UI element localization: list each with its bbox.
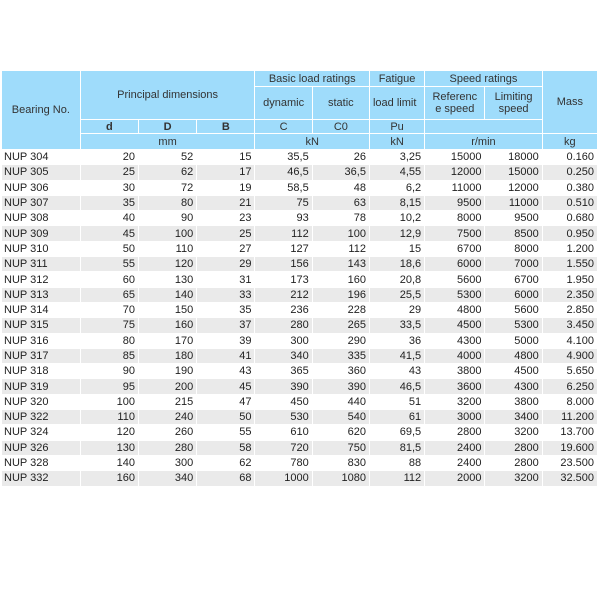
- cell-d: 40: [81, 211, 138, 225]
- cell-Pu: 81,5: [370, 441, 424, 455]
- cell-limiting-speed: 9500: [485, 211, 541, 225]
- cell-d: 35: [81, 196, 138, 210]
- cell-C: 93: [255, 211, 311, 225]
- cell-mass: 0.510: [543, 196, 597, 210]
- cell-bearing-no: NUP 324: [2, 425, 80, 439]
- bearing-spec-table: [1, 70, 598, 487]
- cell-bearing-no: NUP 315: [2, 318, 80, 332]
- cell-B: 19: [197, 181, 254, 195]
- cell-D: 150: [139, 303, 196, 317]
- cell-D: 340: [139, 471, 196, 485]
- cell-d: 70: [81, 303, 138, 317]
- cell-bearing-no: NUP 307: [2, 196, 80, 210]
- cell-d: 80: [81, 334, 138, 348]
- table-row: [2, 165, 597, 179]
- table-row: [2, 242, 597, 256]
- cell-Pu: 15: [370, 242, 424, 256]
- cell-limiting-speed: 4300: [485, 379, 541, 393]
- cell-B: 17: [197, 165, 254, 179]
- cell-D: 52: [139, 150, 196, 164]
- cell-C0: 360: [313, 364, 369, 378]
- cell-mass: 19.600: [543, 441, 597, 455]
- table-row: [2, 211, 597, 225]
- cell-d: 65: [81, 288, 138, 302]
- cell-B: 68: [197, 471, 254, 485]
- cell-d: 140: [81, 456, 138, 470]
- table-row: [2, 318, 597, 332]
- cell-C: 46,5: [255, 165, 311, 179]
- cell-d: 45: [81, 226, 138, 240]
- cell-Pu: 12,9: [370, 226, 424, 240]
- cell-C: 236: [255, 303, 311, 317]
- cell-mass: 23.500: [543, 456, 597, 470]
- cell-C: 365: [255, 364, 311, 378]
- cell-limiting-speed: 2800: [485, 441, 541, 455]
- cell-mass: 1.200: [543, 242, 597, 256]
- cell-C: 780: [255, 456, 311, 470]
- cell-Pu: 43: [370, 364, 424, 378]
- cell-C0: 335: [313, 349, 369, 363]
- cell-reference-speed: 3200: [425, 395, 484, 409]
- cell-Pu: 41,5: [370, 349, 424, 363]
- cell-limiting-speed: 6700: [485, 272, 541, 286]
- col-header-mass: Mass: [543, 71, 597, 133]
- cell-D: 240: [139, 410, 196, 424]
- cell-mass: 0.680: [543, 211, 597, 225]
- cell-d: 25: [81, 165, 138, 179]
- cell-limiting-speed: 3400: [485, 410, 541, 424]
- cell-D: 160: [139, 318, 196, 332]
- cell-limiting-speed: 4500: [485, 364, 541, 378]
- cell-Pu: 29: [370, 303, 424, 317]
- col-header-bearing-no: Bearing No.: [2, 71, 80, 149]
- cell-limiting-speed: 5600: [485, 303, 541, 317]
- cell-reference-speed: 4000: [425, 349, 484, 363]
- table-row: [2, 303, 597, 317]
- col-header-B: B: [197, 120, 254, 133]
- table-row: [2, 150, 597, 164]
- cell-mass: 32.500: [543, 471, 597, 485]
- cell-B: 15: [197, 150, 254, 164]
- cell-bearing-no: NUP 316: [2, 334, 80, 348]
- cell-limiting-speed: 3200: [485, 471, 541, 485]
- cell-C: 280: [255, 318, 311, 332]
- cell-limiting-speed: 4800: [485, 349, 541, 363]
- col-header-basic-load-ratings: Basic load ratings: [255, 71, 368, 86]
- unit-kn-load: kN: [255, 134, 368, 149]
- cell-B: 58: [197, 441, 254, 455]
- cell-C: 112: [255, 226, 311, 240]
- cell-D: 180: [139, 349, 196, 363]
- cell-bearing-no: NUP 304: [2, 150, 80, 164]
- cell-D: 140: [139, 288, 196, 302]
- cell-reference-speed: 5600: [425, 272, 484, 286]
- cell-reference-speed: 7500: [425, 226, 484, 240]
- cell-C: 390: [255, 379, 311, 393]
- cell-d: 75: [81, 318, 138, 332]
- table-row: [2, 181, 597, 195]
- cell-B: 62: [197, 456, 254, 470]
- table-row: [2, 349, 597, 363]
- cell-d: 90: [81, 364, 138, 378]
- cell-B: 27: [197, 242, 254, 256]
- cell-mass: 2.850: [543, 303, 597, 317]
- cell-D: 110: [139, 242, 196, 256]
- cell-B: 39: [197, 334, 254, 348]
- cell-bearing-no: NUP 319: [2, 379, 80, 393]
- cell-C0: 36,5: [313, 165, 369, 179]
- cell-C0: 160: [313, 272, 369, 286]
- cell-C: 35,5: [255, 150, 311, 164]
- cell-reference-speed: 2000: [425, 471, 484, 485]
- table-row: [2, 410, 597, 424]
- cell-mass: 1.550: [543, 257, 597, 271]
- cell-D: 300: [139, 456, 196, 470]
- cell-Pu: 4,55: [370, 165, 424, 179]
- cell-bearing-no: NUP 320: [2, 395, 80, 409]
- cell-B: 41: [197, 349, 254, 363]
- table-row: [2, 379, 597, 393]
- cell-d: 160: [81, 471, 138, 485]
- cell-d: 95: [81, 379, 138, 393]
- cell-limiting-speed: 15000: [485, 165, 541, 179]
- col-header-D: D: [139, 120, 196, 133]
- cell-C0: 63: [313, 196, 369, 210]
- cell-limiting-speed: 6000: [485, 288, 541, 302]
- cell-reference-speed: 4300: [425, 334, 484, 348]
- cell-Pu: 33,5: [370, 318, 424, 332]
- cell-mass: 5.650: [543, 364, 597, 378]
- cell-reference-speed: 3800: [425, 364, 484, 378]
- cell-C0: 100: [313, 226, 369, 240]
- cell-C0: 540: [313, 410, 369, 424]
- cell-D: 120: [139, 257, 196, 271]
- cell-d: 130: [81, 441, 138, 455]
- table-row: [2, 272, 597, 286]
- cell-C0: 1080: [313, 471, 369, 485]
- cell-reference-speed: 6000: [425, 257, 484, 271]
- unit-kg: kg: [543, 134, 597, 149]
- cell-D: 100: [139, 226, 196, 240]
- cell-bearing-no: NUP 322: [2, 410, 80, 424]
- cell-C0: 78: [313, 211, 369, 225]
- cell-D: 200: [139, 379, 196, 393]
- cell-bearing-no: NUP 309: [2, 226, 80, 240]
- cell-D: 190: [139, 364, 196, 378]
- cell-Pu: 46,5: [370, 379, 424, 393]
- cell-reference-speed: 5300: [425, 288, 484, 302]
- cell-bearing-no: NUP 305: [2, 165, 80, 179]
- table-row: [2, 441, 597, 455]
- col-header-speed-symbol: [425, 120, 542, 133]
- cell-C: 75: [255, 196, 311, 210]
- cell-reference-speed: 8000: [425, 211, 484, 225]
- cell-bearing-no: NUP 318: [2, 364, 80, 378]
- cell-Pu: 36: [370, 334, 424, 348]
- cell-B: 55: [197, 425, 254, 439]
- cell-C: 156: [255, 257, 311, 271]
- cell-C0: 48: [313, 181, 369, 195]
- cell-B: 21: [197, 196, 254, 210]
- cell-bearing-no: NUP 311: [2, 257, 80, 271]
- cell-d: 85: [81, 349, 138, 363]
- cell-bearing-no: NUP 313: [2, 288, 80, 302]
- cell-D: 260: [139, 425, 196, 439]
- table-row: [2, 288, 597, 302]
- cell-reference-speed: 3000: [425, 410, 484, 424]
- cell-mass: 11.200: [543, 410, 597, 424]
- table-row: [2, 257, 597, 271]
- cell-C: 58,5: [255, 181, 311, 195]
- table-row: [2, 395, 597, 409]
- cell-Pu: 6,2: [370, 181, 424, 195]
- cell-limiting-speed: 11000: [485, 196, 541, 210]
- cell-reference-speed: 2800: [425, 425, 484, 439]
- cell-B: 29: [197, 257, 254, 271]
- cell-limiting-speed: 8000: [485, 242, 541, 256]
- cell-C0: 26: [313, 150, 369, 164]
- unit-mm: mm: [81, 134, 255, 149]
- cell-C0: 228: [313, 303, 369, 317]
- col-header-principal-dimensions: Principal dimensions: [81, 71, 255, 119]
- cell-B: 43: [197, 364, 254, 378]
- cell-mass: 6.250: [543, 379, 597, 393]
- cell-C0: 390: [313, 379, 369, 393]
- cell-d: 30: [81, 181, 138, 195]
- table-row: [2, 196, 597, 210]
- cell-limiting-speed: 5000: [485, 334, 541, 348]
- cell-C: 1000: [255, 471, 311, 485]
- cell-mass: 13.700: [543, 425, 597, 439]
- cell-Pu: 18,6: [370, 257, 424, 271]
- col-header-limiting-speed: Limiting speed: [485, 87, 541, 119]
- col-header-C: C: [255, 120, 311, 133]
- cell-d: 100: [81, 395, 138, 409]
- cell-C0: 196: [313, 288, 369, 302]
- cell-mass: 0.380: [543, 181, 597, 195]
- cell-reference-speed: 2400: [425, 441, 484, 455]
- cell-C: 530: [255, 410, 311, 424]
- cell-B: 45: [197, 379, 254, 393]
- cell-reference-speed: 9500: [425, 196, 484, 210]
- table-body: [2, 150, 597, 486]
- cell-reference-speed: 4500: [425, 318, 484, 332]
- cell-d: 110: [81, 410, 138, 424]
- table-row: [2, 334, 597, 348]
- cell-mass: 4.900: [543, 349, 597, 363]
- cell-d: 50: [81, 242, 138, 256]
- cell-d: 120: [81, 425, 138, 439]
- cell-C: 300: [255, 334, 311, 348]
- col-header-static: static: [313, 87, 369, 119]
- cell-mass: 0.160: [543, 150, 597, 164]
- table-header: [2, 71, 597, 149]
- cell-B: 50: [197, 410, 254, 424]
- cell-Pu: 8,15: [370, 196, 424, 210]
- cell-C: 450: [255, 395, 311, 409]
- cell-bearing-no: NUP 332: [2, 471, 80, 485]
- cell-D: 130: [139, 272, 196, 286]
- table-row: [2, 471, 597, 485]
- cell-bearing-no: NUP 326: [2, 441, 80, 455]
- cell-limiting-speed: 12000: [485, 181, 541, 195]
- cell-C0: 290: [313, 334, 369, 348]
- col-header-speed-ratings: Speed ratings: [425, 71, 542, 86]
- cell-limiting-speed: 3200: [485, 425, 541, 439]
- col-header-d: d: [81, 120, 138, 133]
- cell-D: 90: [139, 211, 196, 225]
- cell-Pu: 25,5: [370, 288, 424, 302]
- cell-Pu: 20,8: [370, 272, 424, 286]
- cell-bearing-no: NUP 328: [2, 456, 80, 470]
- cell-limiting-speed: 18000: [485, 150, 541, 164]
- cell-Pu: 10,2: [370, 211, 424, 225]
- cell-C0: 440: [313, 395, 369, 409]
- cell-D: 280: [139, 441, 196, 455]
- cell-mass: 4.100: [543, 334, 597, 348]
- table-row: [2, 226, 597, 240]
- cell-mass: 2.350: [543, 288, 597, 302]
- col-header-load-limit: load limit: [370, 87, 424, 119]
- cell-Pu: 112: [370, 471, 424, 485]
- cell-Pu: 88: [370, 456, 424, 470]
- col-header-fatigue: Fatigue: [370, 71, 424, 86]
- cell-C0: 265: [313, 318, 369, 332]
- cell-B: 25: [197, 226, 254, 240]
- cell-C0: 112: [313, 242, 369, 256]
- cell-d: 55: [81, 257, 138, 271]
- cell-limiting-speed: 2800: [485, 456, 541, 470]
- cell-C: 610: [255, 425, 311, 439]
- table-row: [2, 456, 597, 470]
- cell-Pu: 61: [370, 410, 424, 424]
- table-row: [2, 364, 597, 378]
- cell-C0: 750: [313, 441, 369, 455]
- col-header-dynamic: dynamic: [255, 87, 311, 119]
- cell-mass: 8.000: [543, 395, 597, 409]
- unit-rmin: r/min: [425, 134, 542, 149]
- unit-kn-fatigue: kN: [370, 134, 424, 149]
- cell-mass: 0.950: [543, 226, 597, 240]
- cell-C0: 620: [313, 425, 369, 439]
- cell-reference-speed: 6700: [425, 242, 484, 256]
- cell-C0: 830: [313, 456, 369, 470]
- cell-B: 33: [197, 288, 254, 302]
- cell-C: 127: [255, 242, 311, 256]
- cell-B: 23: [197, 211, 254, 225]
- cell-mass: 3.450: [543, 318, 597, 332]
- cell-Pu: 69,5: [370, 425, 424, 439]
- cell-bearing-no: NUP 310: [2, 242, 80, 256]
- cell-bearing-no: NUP 312: [2, 272, 80, 286]
- cell-reference-speed: 2400: [425, 456, 484, 470]
- cell-C: 212: [255, 288, 311, 302]
- cell-mass: 1.950: [543, 272, 597, 286]
- cell-Pu: 3,25: [370, 150, 424, 164]
- cell-reference-speed: 12000: [425, 165, 484, 179]
- cell-limiting-speed: 7000: [485, 257, 541, 271]
- cell-limiting-speed: 5300: [485, 318, 541, 332]
- cell-B: 37: [197, 318, 254, 332]
- cell-limiting-speed: 3800: [485, 395, 541, 409]
- cell-bearing-no: NUP 306: [2, 181, 80, 195]
- cell-bearing-no: NUP 308: [2, 211, 80, 225]
- col-header-reference-speed: Referenc e speed: [425, 87, 484, 119]
- cell-C: 173: [255, 272, 311, 286]
- col-header-C0: C0: [313, 120, 369, 133]
- table-row: [2, 425, 597, 439]
- cell-bearing-no: NUP 314: [2, 303, 80, 317]
- cell-C: 720: [255, 441, 311, 455]
- cell-C0: 143: [313, 257, 369, 271]
- cell-reference-speed: 3600: [425, 379, 484, 393]
- cell-D: 170: [139, 334, 196, 348]
- col-header-Pu: Pu: [370, 120, 424, 133]
- cell-C: 340: [255, 349, 311, 363]
- cell-d: 60: [81, 272, 138, 286]
- cell-D: 62: [139, 165, 196, 179]
- cell-D: 80: [139, 196, 196, 210]
- cell-mass: 0.250: [543, 165, 597, 179]
- cell-reference-speed: 11000: [425, 181, 484, 195]
- cell-limiting-speed: 8500: [485, 226, 541, 240]
- cell-reference-speed: 4800: [425, 303, 484, 317]
- cell-D: 72: [139, 181, 196, 195]
- cell-D: 215: [139, 395, 196, 409]
- cell-d: 20: [81, 150, 138, 164]
- cell-B: 35: [197, 303, 254, 317]
- cell-Pu: 51: [370, 395, 424, 409]
- cell-reference-speed: 15000: [425, 150, 484, 164]
- cell-B: 47: [197, 395, 254, 409]
- cell-bearing-no: NUP 317: [2, 349, 80, 363]
- cell-B: 31: [197, 272, 254, 286]
